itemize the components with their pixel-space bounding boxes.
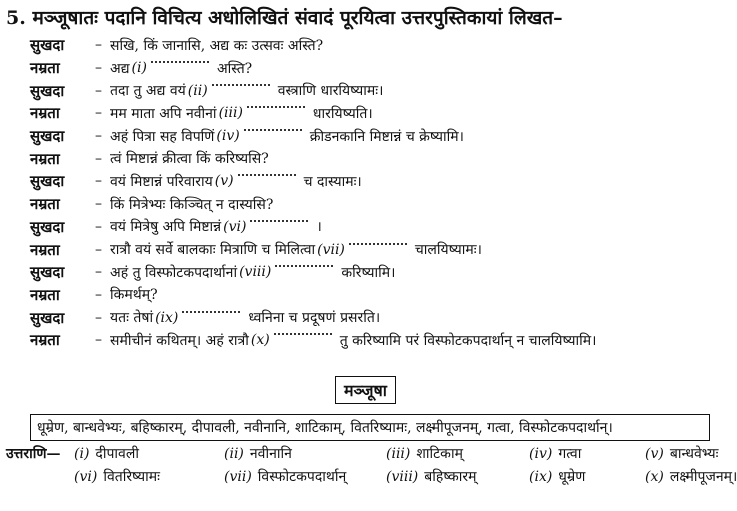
line-text: त्वं मिष्टान्नं क्रीत्वा किं करिष्यसि? (110, 151, 269, 168)
fill-blank (182, 311, 240, 321)
fill-blank (244, 129, 302, 139)
answer-label: (x) (645, 469, 664, 485)
line-text: तदा तु अद्य वयं (110, 83, 186, 100)
fill-blank (212, 84, 270, 94)
fill-blank (274, 333, 332, 343)
line-text-after: क्रीडनकानि मिष्टान्नं च क्रेष्यामि। (309, 128, 464, 145)
line-text-after: चालयिष्यामः। (414, 242, 482, 259)
answers-heading: उत्तराणि— (6, 446, 61, 462)
line-text-after: च दास्यामः। (303, 173, 362, 190)
dash: – (95, 105, 102, 122)
answer-label: (iii) (386, 446, 411, 462)
dash: – (95, 264, 102, 281)
line-text-after: । (316, 219, 322, 236)
line-text: यतः तेषां (110, 310, 154, 327)
line-text-after: ध्वनिना च प्रदूषणं प्रसरति। (248, 310, 381, 327)
blank-label: (vi) (223, 218, 247, 235)
answer-text: बहिष्कारम् (424, 469, 477, 485)
dialogue-line (30, 125, 596, 148)
dialogue-line (30, 261, 596, 284)
answer-label: (i) (74, 446, 90, 462)
dash: – (95, 173, 102, 190)
word-box-heading: मञ्जूषा (335, 376, 396, 404)
blank-label: (x) (250, 332, 270, 349)
dialogue-line (30, 306, 596, 329)
line-text: वयं मित्रेषु अपि मिष्टान्नं (110, 219, 222, 236)
blank-label: (ii) (187, 82, 208, 99)
fill-blank (349, 243, 407, 253)
dialogue-line (30, 193, 596, 216)
line-text: किमर्थम्? (110, 287, 158, 304)
dash: – (95, 218, 102, 235)
question-instruction: मञ्जूषातः पदानि विचित्य अधोलिखितं संवादं पूरयित्वा उत्तरपुस्तिकायां लिखत– (32, 7, 563, 29)
line-text: अहं पित्रा सह विपणिं (110, 128, 215, 145)
answer-label: (ii) (224, 446, 244, 462)
answer-text: गत्वा (558, 446, 582, 462)
question-number: 5. (6, 7, 26, 29)
dialogue-line (30, 79, 596, 102)
line-text-after: अस्ति? (216, 60, 253, 77)
line-text: समीचीनं कथितम्। अहं रात्रौ (110, 332, 249, 349)
answer-label: (ix) (529, 469, 553, 485)
fill-blank (250, 220, 308, 230)
line-text-after: करिष्यामि। (341, 264, 396, 281)
dash: – (95, 196, 102, 213)
answer-label: (v) (645, 446, 664, 462)
answer-item (74, 444, 139, 463)
speaker-name: नम्रता (30, 195, 60, 214)
answer-text: धूम्रेण (558, 469, 586, 485)
speaker-name: सुखदा (30, 263, 65, 282)
answer-text: शाटिकाम् (416, 446, 463, 462)
answer-text: लक्ष्मीपूजनम्। (669, 469, 737, 485)
dash: – (95, 286, 102, 303)
line-text: मम माता अपि नवीनां (110, 105, 217, 122)
dash: – (95, 60, 102, 77)
line-text-after: वस्त्राणि धारयिष्यामः। (277, 83, 384, 100)
answer-text: बान्धवेभ्यः (669, 446, 719, 462)
answer-item (645, 444, 719, 463)
speaker-name: सुखदा (30, 308, 65, 327)
speaker-name: नम्रता (30, 149, 60, 168)
blank-label: (viii) (239, 264, 272, 281)
dialogue-line (30, 216, 596, 239)
dash: – (95, 82, 102, 99)
dash: – (95, 241, 102, 258)
blank-label: (vii) (317, 241, 345, 258)
answer-item (224, 467, 346, 486)
speaker-name: नम्रता (30, 240, 60, 259)
blank-label: (iii) (218, 105, 243, 122)
dialogue-line (30, 238, 596, 261)
speaker-name: सुखदा (30, 127, 65, 146)
fill-blank (238, 174, 296, 184)
answer-item (386, 467, 476, 486)
blank-label: (iv) (216, 128, 240, 145)
dialogue-line (30, 170, 596, 193)
answer-item (74, 467, 160, 486)
speaker-name: सुखदा (30, 217, 65, 236)
dialogue-line (30, 102, 596, 125)
answer-text: विस्फोटकपदार्थान् (257, 469, 347, 485)
answer-label: (vi) (74, 469, 98, 485)
blank-label: (v) (214, 173, 234, 190)
answer-label: (viii) (386, 469, 419, 485)
dialogue-line (30, 147, 596, 170)
line-text-after: तु करिष्यामि परं विस्फोटकपदार्थान् न चालयिष्यामि। (339, 332, 597, 349)
line-text: अद्य (110, 60, 130, 77)
line-text-after: धारयिष्यति। (312, 105, 373, 122)
speaker-name: नम्रता (30, 331, 60, 350)
speaker-name: सुखदा (30, 172, 65, 191)
answer-text: दीपावली (95, 446, 139, 462)
line-text: सखि, किं जानासि, अद्य कः उत्सवः अस्ति? (110, 37, 324, 54)
fill-blank (247, 106, 305, 116)
answer-text: नवीनानि (249, 446, 292, 462)
fill-blank (275, 265, 333, 275)
line-text: रात्रौ वयं सर्वे बालकाः मित्राणि च मिलित्वा (110, 242, 316, 259)
answer-label: (iv) (529, 446, 553, 462)
answer-item (529, 467, 585, 486)
answer-item (529, 444, 581, 463)
answer-item (224, 444, 292, 463)
speaker-name: नम्रता (30, 104, 60, 123)
dash: – (95, 128, 102, 145)
line-text: किं मित्रेभ्यः किञ्चित् न दास्यसि? (110, 196, 274, 213)
dash: – (95, 150, 102, 167)
speaker-name: सुखदा (30, 81, 65, 100)
answer-item (386, 444, 463, 463)
question-title (6, 4, 563, 30)
speaker-name: नम्रता (30, 59, 60, 78)
blank-label: (i) (131, 60, 147, 77)
line-text: अहं तु विस्फोटकपदार्थानां (110, 264, 238, 281)
blank-label: (ix) (155, 309, 179, 326)
answer-item (645, 467, 737, 486)
line-text: वयं मिष्टान्नं परिवाराय (110, 173, 213, 190)
speaker-name: नम्रता (30, 285, 60, 304)
dash: – (95, 332, 102, 349)
fill-blank (151, 61, 209, 71)
dash: – (95, 309, 102, 326)
dialogue-line (30, 284, 596, 307)
word-box: धूम्रेण, बान्धवेभ्यः, बहिष्कारम्, दीपावली, नवीनानि, शाटिकाम्, वितरिष्यामः, लक्ष्मीपूजनम्, गत्वा, विस्फोटकपदार्थान्। (30, 414, 710, 441)
dialogue-line (30, 329, 596, 352)
dialogue-line (30, 34, 596, 57)
speaker-name: सुखदा (30, 36, 65, 55)
dialogue-line (30, 57, 596, 80)
answer-text: वितरिष्यामः (103, 469, 160, 485)
dialogue (30, 34, 596, 352)
dash: – (95, 37, 102, 54)
answer-label: (vii) (224, 469, 252, 485)
